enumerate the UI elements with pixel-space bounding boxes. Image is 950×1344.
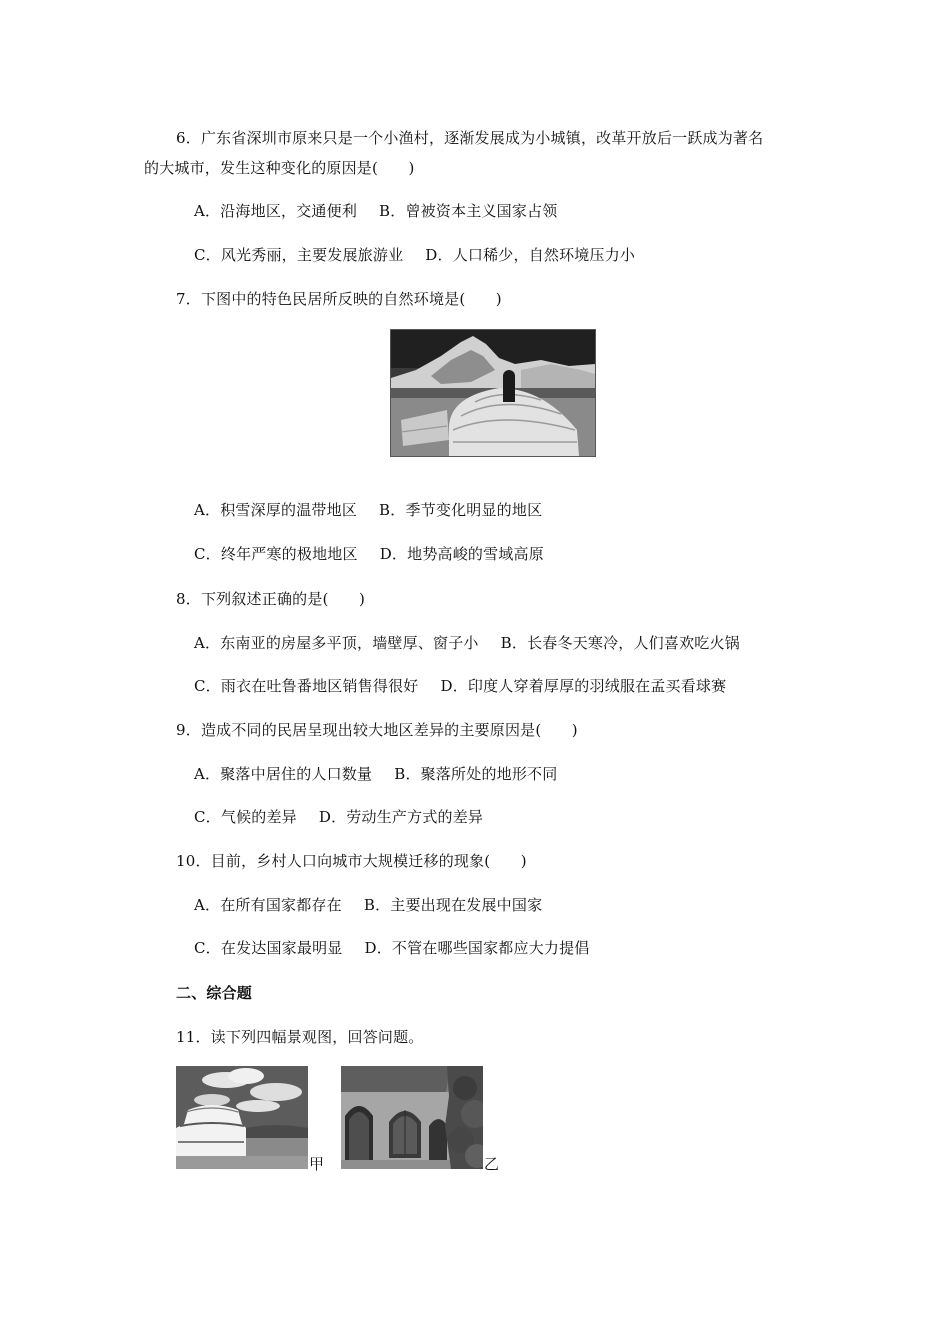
q10-options-row2 <box>194 938 590 958</box>
q8-option-a: A．东南亚的房屋多平顶，墙壁厚、窗子小 <box>194 634 479 652</box>
q9-stem: 9．造成不同的民居呈现出较大地区差异的主要原因是( ) <box>176 721 578 739</box>
caption-yi: 乙 <box>484 1155 500 1173</box>
q6-options-row2 <box>194 245 635 265</box>
q7-options-row2 <box>194 544 544 564</box>
q6-option-d: D．人口稀少，自然环境压力小 <box>425 246 636 264</box>
q9-option-c: C．气候的差异 <box>194 808 297 826</box>
q9-option-d: D．劳动生产方式的差异 <box>318 808 484 826</box>
q6-option-b: B．曾被资本主义国家占领 <box>379 202 558 220</box>
igloo-illustration <box>391 330 595 456</box>
q9-options-row2 <box>194 807 483 827</box>
q8-option-d: D．印度人穿着厚厚的羽绒服在孟买看球赛 <box>440 677 727 695</box>
cave-dwelling-photo <box>341 1066 483 1169</box>
q10-stem: 10．目前，乡村人口向城市大规模迁移的现象( ) <box>176 852 527 870</box>
caption-jia: 甲 <box>309 1155 325 1173</box>
q8-options-row2 <box>194 676 726 696</box>
q9-options-row1 <box>194 764 557 784</box>
q6-stem-line1: 6．广东省深圳市原来只是一个小渔村，逐渐发展成为小城镇，改革开放后一跃成为著名 <box>176 129 764 147</box>
q7-option-a: A．积雪深厚的温带地区 <box>194 501 358 519</box>
q10-options-row1 <box>194 895 542 915</box>
q6-options-row1 <box>194 201 557 221</box>
q7-option-b: B．季节变化明显的地区 <box>379 501 543 519</box>
igloo-photo <box>390 329 596 457</box>
q9-option-a: A．聚落中居住的人口数量 <box>194 765 373 783</box>
q10-option-b: B．主要出现在发展中国家 <box>363 896 543 914</box>
q8-stem: 8．下列叙述正确的是( ) <box>176 590 366 608</box>
q8-option-c: C．雨衣在吐鲁番地区销售得很好 <box>194 677 419 695</box>
q6-stem-line2: 的大城市，发生这种变化的原因是( ) <box>144 159 415 177</box>
q6-option-c: C．风光秀丽，主要发展旅游业 <box>194 246 404 264</box>
q10-option-c: C．在发达国家最明显 <box>194 939 343 957</box>
section-title: 二、综合题 <box>176 984 253 1002</box>
q7-options-row1 <box>194 500 542 520</box>
q9-option-b: B．聚落所处的地形不同 <box>394 765 558 783</box>
q8-options-row1 <box>194 633 740 653</box>
q7-option-d: D．地势高峻的雪域高原 <box>379 545 544 563</box>
yurt-illustration <box>176 1066 308 1169</box>
q7-option-c: C．终年严寒的极地地区 <box>194 545 358 563</box>
cave-dwelling-illustration <box>341 1066 483 1169</box>
q10-option-a: A．在所有国家都存在 <box>194 896 342 914</box>
q8-option-b: B．长春冬天寒冷，人们喜欢吃火锅 <box>500 634 740 652</box>
q11-stem: 11．读下列四幅景观图，回答问题。 <box>176 1028 424 1046</box>
q10-option-d: D．不管在哪些国家都应大力提倡 <box>364 939 590 957</box>
q6-option-a: A．沿海地区，交通便利 <box>194 202 358 220</box>
yurt-photo <box>176 1066 308 1169</box>
q7-stem: 7．下图中的特色民居所反映的自然环境是( ) <box>176 290 502 308</box>
